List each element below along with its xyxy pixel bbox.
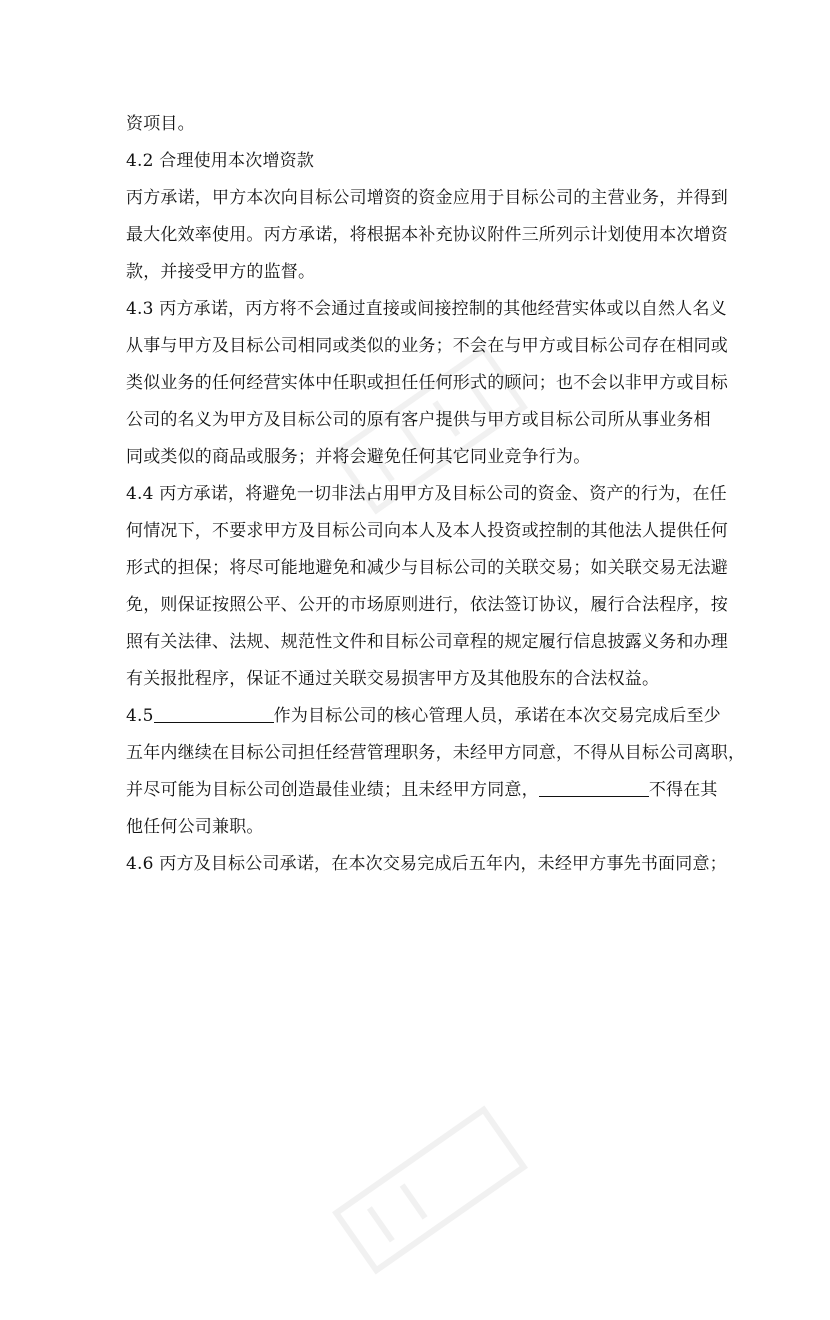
clause-text: 并尽可能为目标公司创造最佳业绩；且未经甲方同意， — [126, 780, 539, 800]
text-line: 照有关法律、法规、规范性文件和目标公司章程的规定履行信息披露义务和办理 — [126, 632, 728, 652]
text-line: 同或类似的商品或服务；并将会避免任何其它同业竞争行为。 — [126, 447, 591, 467]
text-line: 4.3 丙方承诺，丙方将不会通过直接或间接控制的其他经营实体或以自然人名义 — [126, 299, 727, 319]
clause-text: 不得在其 — [648, 780, 718, 800]
text-line: 何情况下，不要求甲方及目标公司向本人及本人投资或控制的其他法人提供任何 — [126, 521, 728, 541]
text-line: 4.6 丙方及目标公司承诺，在本次交易完成后五年内，未经甲方事先书面同意； — [126, 854, 727, 874]
text-line: 五年内继续在目标公司担任经营管理职务，未经甲方同意，不得从目标公司离职， — [126, 743, 746, 763]
clause-4-5-line — [126, 698, 721, 735]
text-line: 4.4 丙方承诺，将避免一切非法占用甲方及目标公司的资金、资产的行为，在任 — [126, 484, 727, 504]
watermark-stamp-icon — [300, 1060, 560, 1320]
text-line: 类似业务的任何经营实体中任职或担任任何形式的顾问；也不会以非甲方或目标 — [126, 373, 728, 393]
text-line: 款，并接受甲方的监督。 — [126, 262, 316, 282]
clause-number: 4.5 — [126, 706, 154, 726]
text-line: 丙方承诺，甲方本次向目标公司增资的资金应用于目标公司的主营业务，并得到 — [126, 188, 728, 208]
text-line: 他任何公司兼职。 — [126, 817, 264, 837]
text-line: 有关报批程序，保证不通过关联交易损害甲方及其他股东的合法权益。 — [126, 669, 660, 689]
section-heading: 4.2 合理使用本次增资款 — [126, 151, 315, 171]
document-body — [126, 106, 746, 883]
text-line: 从事与甲方及目标公司相同或类似的业务；不会在与甲方或目标公司存在相同或 — [126, 336, 728, 356]
text-line: 公司的名义为甲方及目标公司的原有客户提供与甲方或目标公司所从事业务相 — [126, 410, 711, 430]
clause-4-5-line — [126, 772, 718, 809]
name-blank-field[interactable] — [539, 776, 649, 797]
text-line: 最大化效率使用。丙方承诺，将根据本补充协议附件三所列示计划使用本次增资 — [126, 225, 728, 245]
text-line: 资项目。 — [126, 114, 195, 134]
text-line: 免，则保证按照公平、公开的市场原则进行，依法签订协议，履行合法程序，按 — [126, 595, 728, 615]
name-blank-field[interactable] — [154, 702, 274, 723]
clause-text: 作为目标公司的核心管理人员，承诺在本次交易完成后至少 — [273, 706, 721, 726]
text-line: 形式的担保；将尽可能地避免和减少与目标公司的关联交易；如关联交易无法避 — [126, 558, 728, 578]
